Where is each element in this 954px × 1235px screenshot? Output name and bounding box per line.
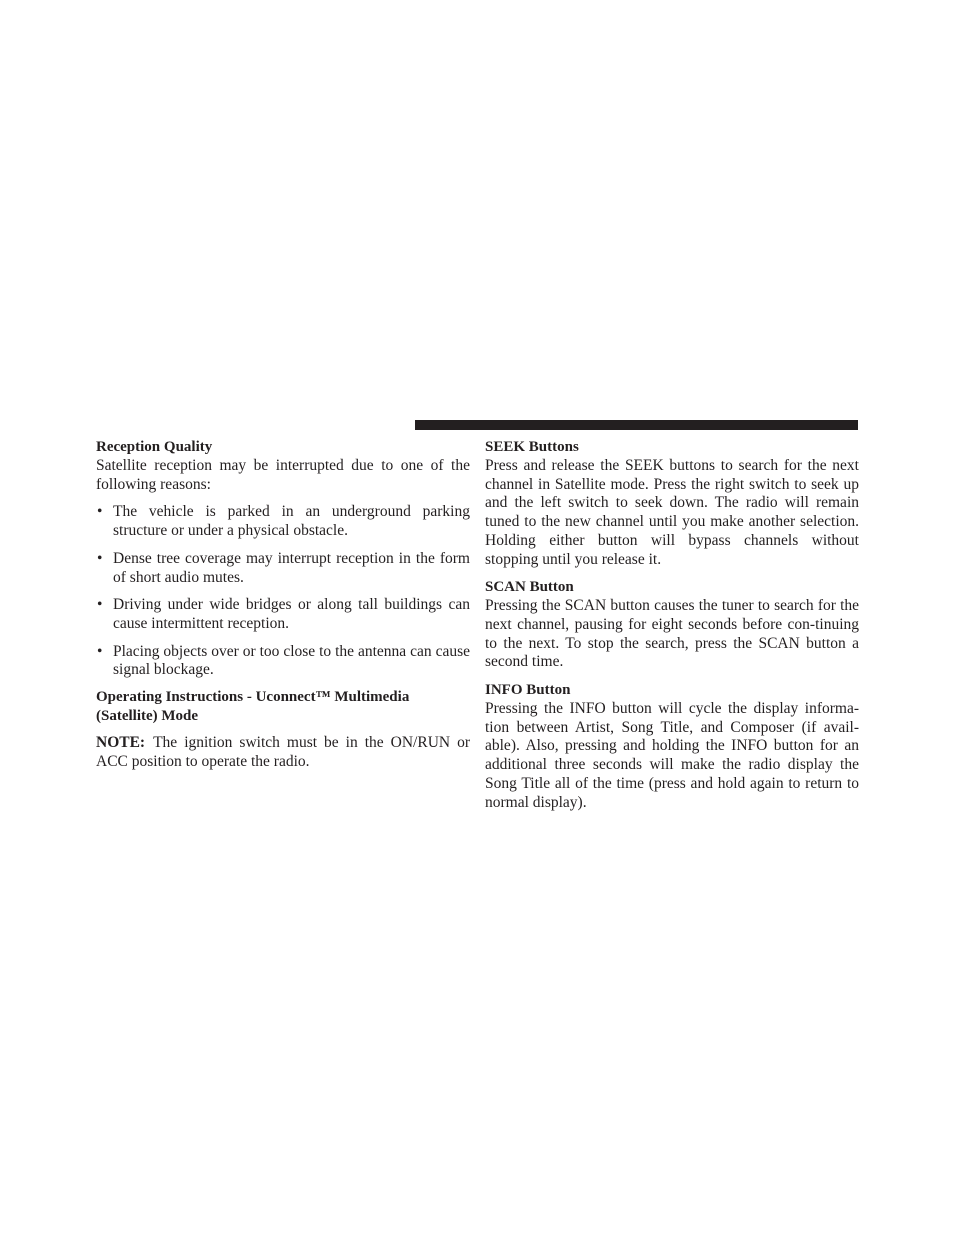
- right-column: [485, 438, 859, 812]
- list-item: [96, 503, 470, 540]
- left-column: [96, 438, 470, 771]
- list-item: [96, 550, 470, 587]
- list-item: [96, 596, 470, 633]
- bullet-text: Driving under wide bridges or along tall buildings can cause intermittent reception.: [113, 596, 470, 632]
- section-header-bar: [415, 420, 858, 430]
- bullet-icon: •: [97, 642, 103, 660]
- note-text: The ignition switch must be in the ON/RUN or ACC position to operate the radio.: [96, 734, 470, 770]
- bullet-text: The vehicle is parked in an underground parking structure or under a physical obstacle.: [113, 503, 470, 540]
- reception-intro: Satellite reception may be interrupted due to one of the following reasons:: [96, 457, 470, 493]
- scan-button-text: Pressing the SCAN button causes the tuner to search for the next channel, pausing for eight seconds before con-tinuing to the next. To stop the search, press the SCAN button a second time.: [485, 597, 859, 671]
- operating-instructions-heading: Operating Instructions - Uconnect™ Multimedia (Satellite) Mode: [96, 689, 410, 725]
- scan-button-heading: SCAN Button: [485, 579, 574, 596]
- reception-quality-heading: Reception Quality: [96, 439, 213, 455]
- info-button-text: Pressing the INFO button will cycle the display informa-tion between Artist, Song Title, and Composer (if avail-able). Also, pressing and holding the INFO button for an additional three seconds will make the radio display the Song Title all of the time (press and hold again to return to normal display).: [485, 700, 859, 811]
- note-label: NOTE:: [96, 734, 146, 752]
- reception-bullet-list: [96, 503, 470, 680]
- info-button-heading: INFO Button: [485, 682, 571, 699]
- note-paragraph: [96, 734, 470, 771]
- bullet-icon: •: [97, 549, 103, 567]
- bullet-text: Dense tree coverage may interrupt reception in the form of short audio mutes.: [113, 549, 470, 586]
- bullet-icon: •: [97, 596, 103, 614]
- seek-buttons-text: Press and release the SEEK buttons to search for the next channel in Satellite mode. Press the right switch to seek up and the left switch to seek down. The radio will remain tuned to the new channel until you make another selection. Holding either button will bypass channels without stopping until you release it.: [485, 457, 859, 568]
- bullet-text: Placing objects over or too close to the antenna can cause signal blockage.: [113, 642, 470, 679]
- seek-buttons-heading: SEEK Buttons: [485, 439, 579, 455]
- bullet-icon: •: [97, 503, 103, 521]
- list-item: [96, 643, 470, 680]
